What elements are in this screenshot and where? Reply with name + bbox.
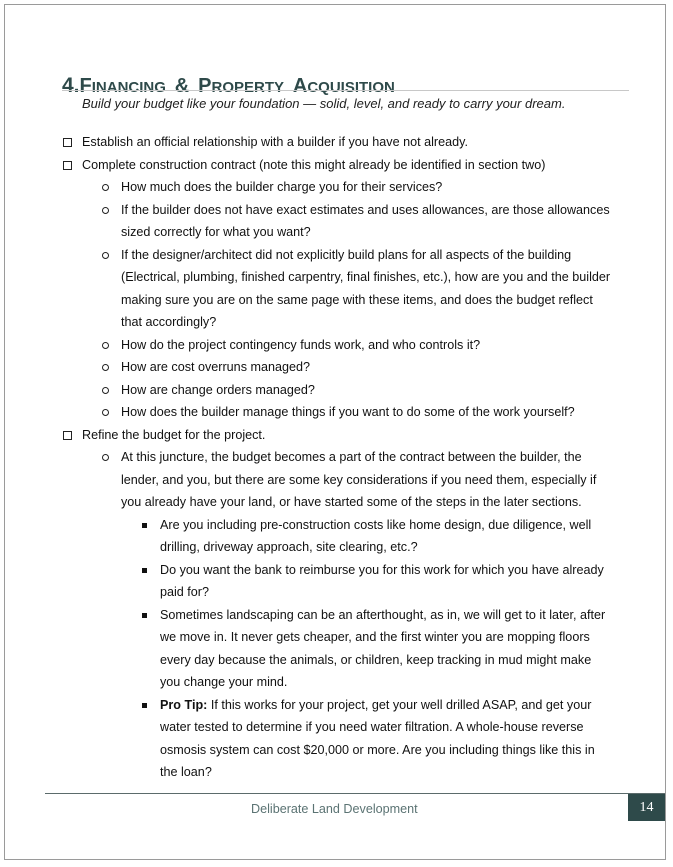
circle-bullet-icon	[102, 409, 109, 416]
list-item-text: lender, and you, but there are some key considerations if you need them, especially if	[121, 472, 597, 487]
list-item-text: How does the builder manage things if you want to do some of the work yourself?	[121, 405, 575, 419]
list-item-continuation	[5, 221, 667, 244]
list-item-text: Refine the budget for the project.	[82, 427, 266, 442]
list-item-text: every day because the animals, or children, keep tracking in mud might make	[160, 652, 592, 667]
list-item-continuation	[5, 469, 667, 492]
footer-divider	[45, 793, 665, 794]
square-bullet-icon	[142, 568, 147, 573]
section-title: FINANCING & PROPERTY ACQUISITION	[79, 75, 395, 97]
list-item-continuation	[5, 266, 667, 289]
footer-title: Deliberate Land Development	[251, 802, 418, 816]
list-item-continuation	[5, 649, 667, 672]
square-bullet-icon	[142, 523, 147, 528]
list-item-text: the loan?	[160, 765, 212, 779]
list-item-text: paid for?	[160, 585, 210, 599]
checklist	[5, 131, 667, 784]
list-item	[5, 379, 667, 402]
list-item	[5, 334, 667, 357]
list-item-continuation	[5, 491, 667, 514]
circle-bullet-icon	[102, 184, 109, 191]
section-number: 4.	[62, 74, 80, 97]
list-item-text: we move in. It never gets cheaper, and the first winter you are mopping floors	[160, 630, 590, 644]
checkbox-icon[interactable]	[63, 138, 72, 147]
list-item-text: Establish an official relationship with a builder if you have not already.	[82, 135, 468, 149]
list-item	[5, 604, 667, 627]
list-item-text: drilling, driveway approach, site clearing, etc.?	[160, 540, 418, 554]
list-item-text: (Electrical, plumbing, finished carpentry, final finishes, etc.), how are you and the builder	[121, 270, 611, 284]
circle-bullet-icon	[102, 387, 109, 394]
list-item-continuation	[5, 289, 667, 312]
section-subtitle: Build your budget like your foundation — solid, level, and ready to carry your dream.	[82, 96, 566, 111]
list-item-text: you change your mind.	[160, 675, 288, 689]
list-item-text: you already have your land, or have started some of the steps in the later sections.	[121, 495, 582, 509]
list-item-text: If this works for your project, get your well drilled ASAP, and get your	[207, 697, 592, 712]
list-item	[5, 244, 667, 267]
square-bullet-icon	[142, 703, 147, 708]
list-item-text: How do the project contingency funds work, and who controls it?	[121, 337, 481, 352]
checkbox-icon[interactable]	[63, 431, 72, 440]
list-item-continuation	[5, 626, 667, 649]
pro-tip-label: Pro Tip:	[160, 697, 208, 712]
list-item	[5, 356, 667, 379]
page-number-badge: 14	[628, 794, 665, 821]
list-item[interactable]	[5, 154, 667, 177]
list-item-text: If the designer/architect did not explicitly build plans for all aspects of the building	[121, 247, 572, 262]
list-item	[5, 176, 667, 199]
list-item-text: sized correctly for what you want?	[121, 225, 311, 239]
list-item-text: Sometimes landscaping can be an afterthought, as in, we will get to it later, after	[160, 607, 606, 622]
heading-underline	[62, 90, 629, 91]
list-item-text: osmosis system can cost $20,000 or more. Are you including things like this in	[160, 742, 595, 757]
list-item-continuation	[5, 716, 667, 739]
circle-bullet-icon	[102, 252, 109, 259]
list-item[interactable]	[5, 424, 667, 447]
list-item	[5, 514, 667, 537]
list-item-text: How are change orders managed?	[121, 382, 315, 397]
list-item-text: If the builder does not have exact estimates and uses allowances, are those allowances	[121, 202, 610, 217]
list-item-text: Complete construction contract (note this might already be identified in section two)	[82, 157, 546, 172]
list-item	[5, 401, 667, 424]
list-item	[5, 446, 667, 469]
list-item-continuation	[5, 761, 667, 784]
list-item	[5, 559, 667, 582]
list-item-text: Are you including pre-construction costs like home design, due diligence, well	[160, 517, 592, 532]
list-item-text: Do you want the bank to reimburse you for this work for which you have already	[160, 562, 604, 577]
list-item-continuation	[5, 311, 667, 334]
list-item-text: making sure you are on the same page with these items, and does the budget reflect	[121, 292, 593, 307]
list-item	[5, 694, 667, 717]
list-item-continuation	[5, 671, 667, 694]
list-item-text: How much does the builder charge you for their services?	[121, 180, 443, 194]
circle-bullet-icon	[102, 342, 109, 349]
list-item-text: At this juncture, the budget becomes a part of the contract between the builder, the	[121, 450, 582, 464]
list-item-text: water tested to determine if you need water filtration. A whole-house reverse	[160, 720, 584, 734]
document-page	[4, 4, 666, 860]
list-item-text: How are cost overruns managed?	[121, 360, 311, 374]
list-item[interactable]	[5, 131, 667, 154]
circle-bullet-icon	[102, 454, 109, 461]
list-item-continuation	[5, 581, 667, 604]
section-heading	[62, 63, 395, 100]
list-item	[5, 199, 667, 222]
list-item-continuation	[5, 536, 667, 559]
circle-bullet-icon	[102, 207, 109, 214]
square-bullet-icon	[142, 613, 147, 618]
list-item-continuation	[5, 739, 667, 762]
circle-bullet-icon	[102, 364, 109, 371]
list-item-text: that accordingly?	[121, 315, 217, 329]
checkbox-icon[interactable]	[63, 161, 72, 170]
